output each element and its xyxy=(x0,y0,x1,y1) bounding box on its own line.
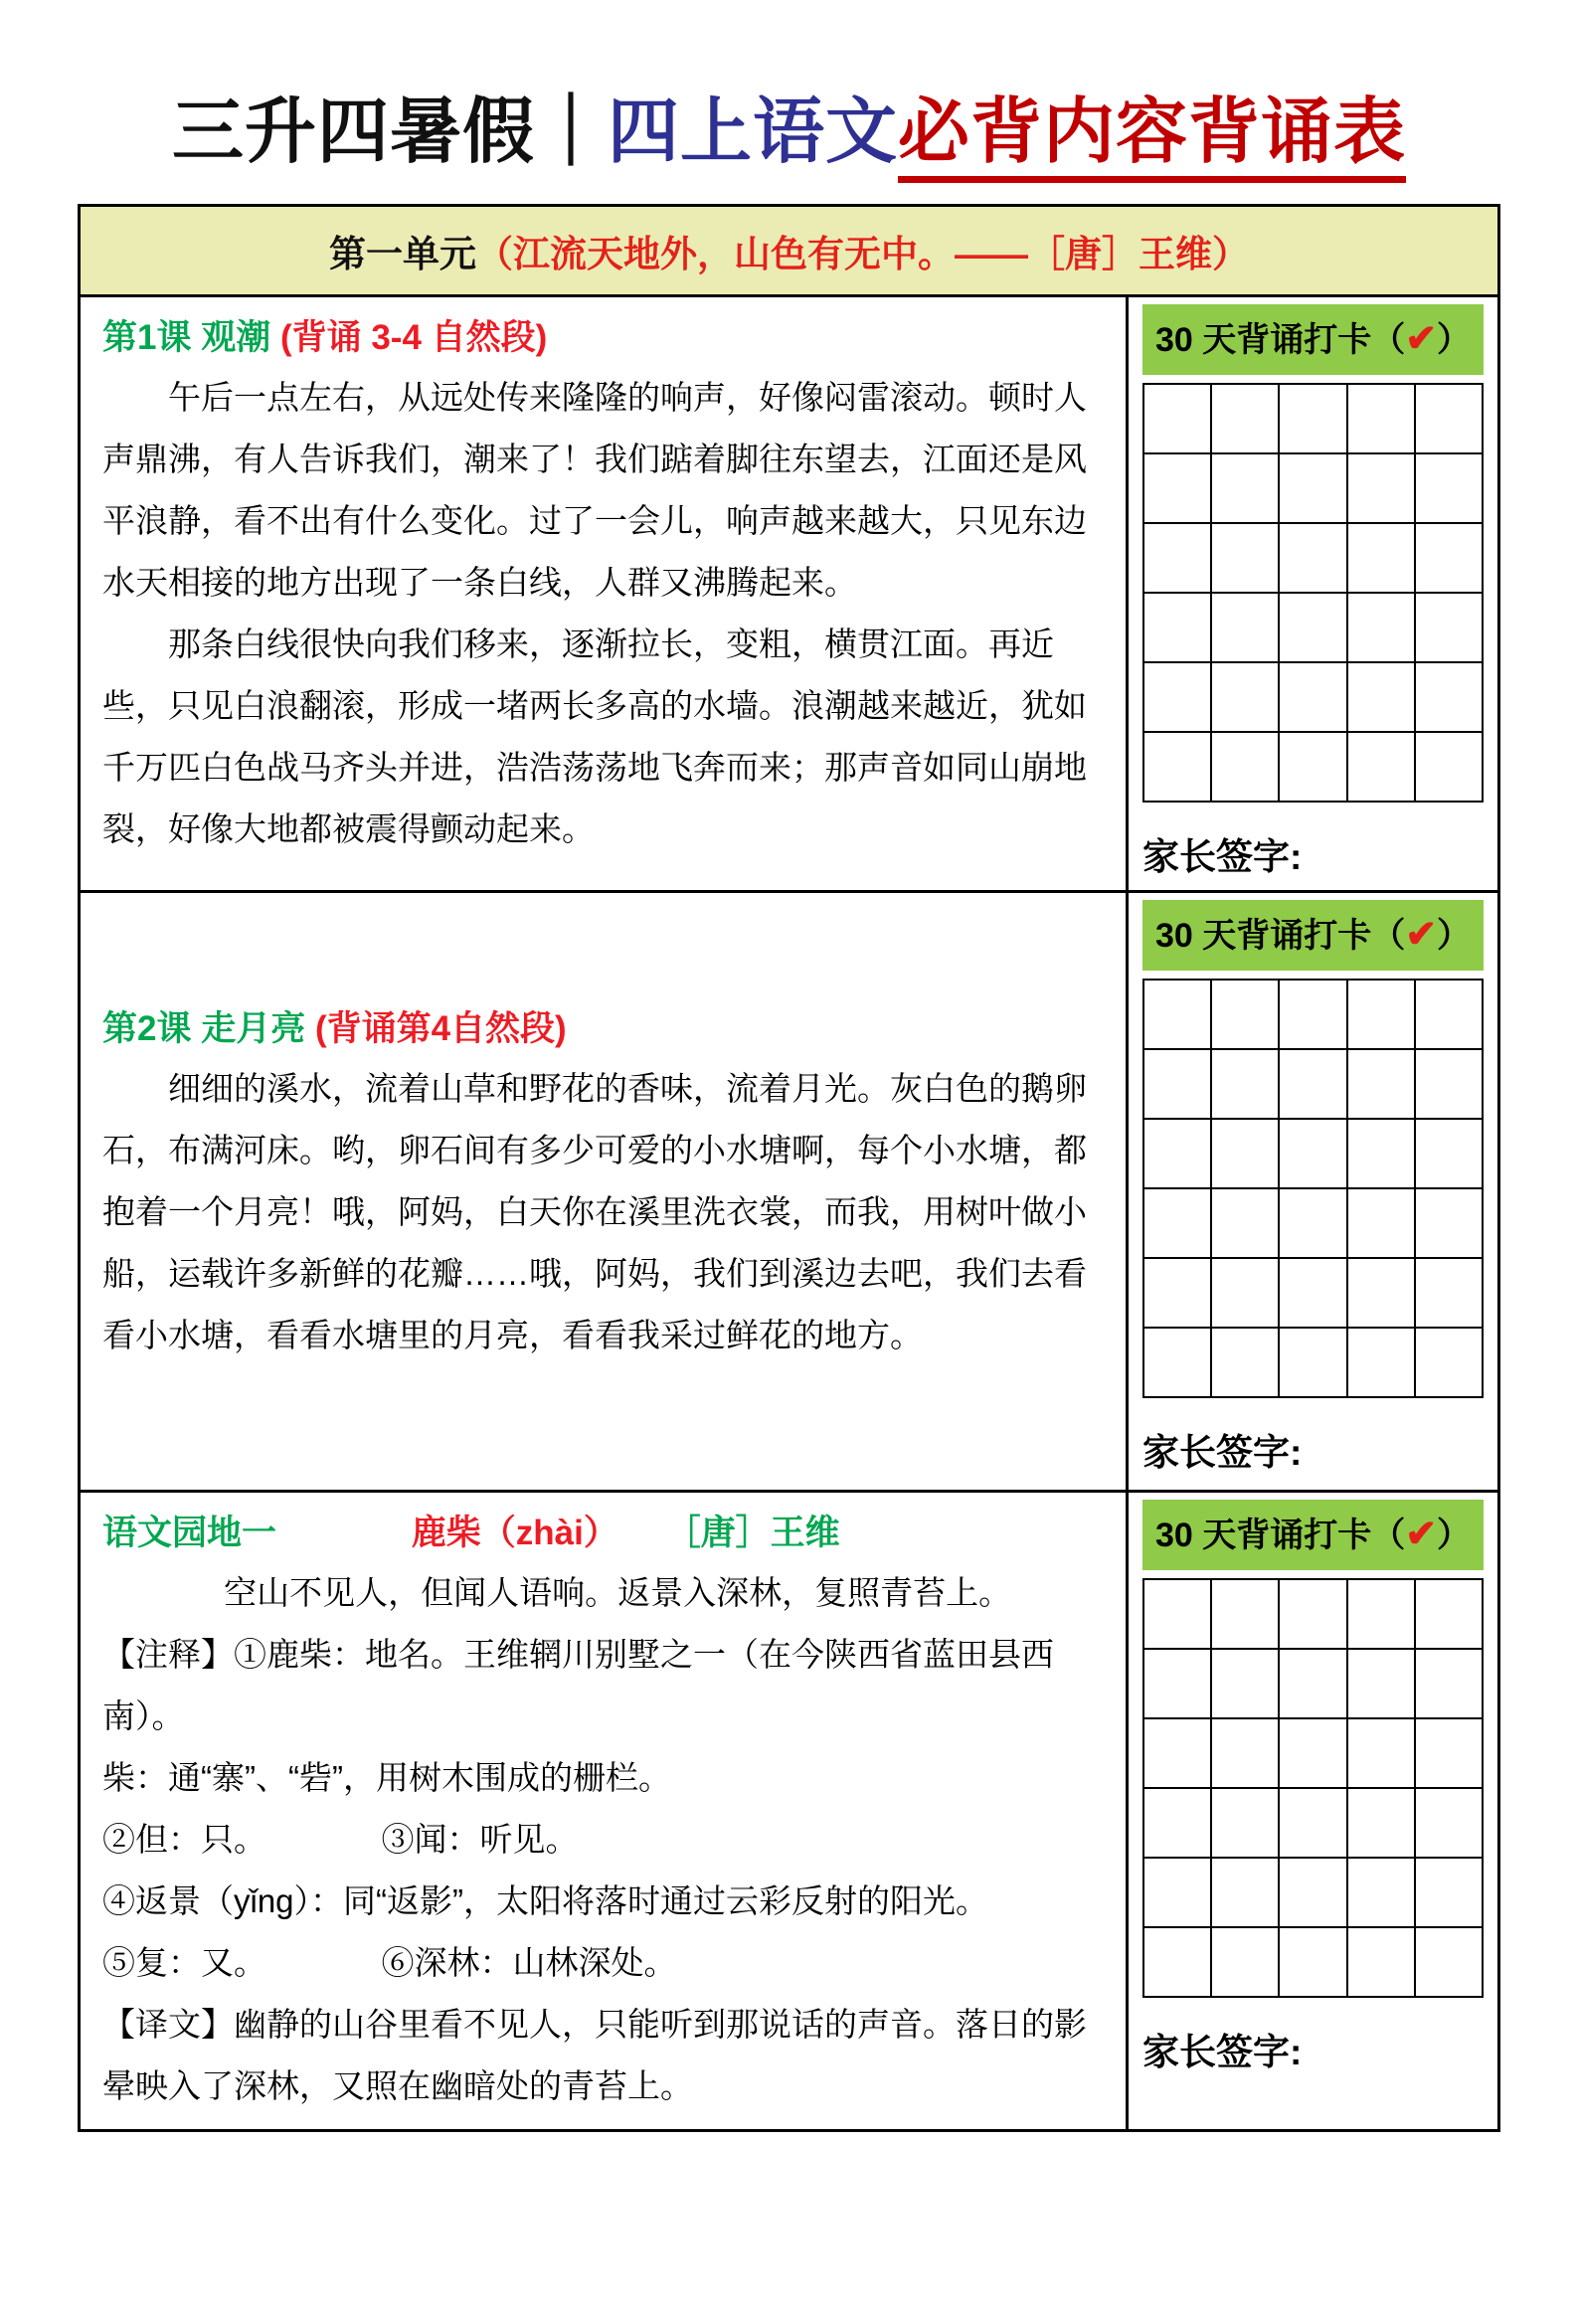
note-line: ⑤复：又。 ⑥深林：山林深处。 xyxy=(102,1943,677,1981)
checkin-header-text: 30 天背诵打卡（ xyxy=(1154,320,1406,359)
garden-1-content xyxy=(81,1493,1126,2129)
checkin-cell xyxy=(1280,1650,1347,1719)
checkin-header-text: 30 天背诵打卡（ xyxy=(1154,916,1406,955)
lesson-1-title-text: 第1课 观潮 xyxy=(102,317,271,357)
checkin-cell xyxy=(1144,1259,1212,1329)
checkin-cell xyxy=(1280,594,1347,663)
title-part-blue: 四上语文 xyxy=(607,92,898,172)
checkin-cell xyxy=(1348,981,1416,1050)
checkin-cell xyxy=(1144,454,1212,524)
checkin-header xyxy=(1142,304,1484,375)
checkin-cell xyxy=(1280,385,1347,454)
lesson-2-title xyxy=(102,1002,1106,1056)
checkin-cell xyxy=(1280,981,1347,1050)
parent-signature-label: 家长签字: xyxy=(1142,2032,1303,2073)
garden-1-title-text: 语文园地一 xyxy=(102,1513,277,1552)
unit-quote: （江流天地外，山色有无中。——［唐］王维） xyxy=(476,233,1249,274)
lesson-2-title-text: 第2课 走月亮 xyxy=(102,1008,306,1048)
checkin-cell xyxy=(1212,1120,1280,1189)
lesson-2-recite-range: (背诵第4自然段) xyxy=(314,1008,567,1048)
checkin-cell xyxy=(1280,1928,1347,1998)
checkin-panel xyxy=(1126,893,1497,1490)
checkin-cell xyxy=(1280,1580,1347,1650)
checkin-cell xyxy=(1416,981,1484,1050)
page-title xyxy=(20,91,1558,174)
checkin-grid xyxy=(1142,979,1484,1398)
checkin-cell xyxy=(1280,1189,1347,1259)
lesson-1-content xyxy=(81,297,1126,890)
checkin-cell xyxy=(1348,1120,1416,1189)
checkin-cell xyxy=(1280,1259,1347,1329)
paragraph: 午后一点左右，从远处传来隆隆的响声，好像闷雷滚动。顿时人声鼎沸，有人告诉我们，潮来了！我们踮着脚往东望去，江面还是风平浪静，看不出有什么变化。过了一会儿，响声越来越大，只见东边水天相接的地方出现了一条白线，人群又沸腾起来。 xyxy=(102,378,1087,601)
checkin-cell xyxy=(1348,1259,1416,1329)
checkin-cell xyxy=(1348,1789,1416,1859)
note-line: ②但：只。 ③闻：听见。 xyxy=(102,1820,579,1858)
checkin-cell xyxy=(1212,524,1280,594)
checkin-header xyxy=(1142,1500,1484,1570)
checkin-cell xyxy=(1416,1650,1484,1719)
checkin-cell xyxy=(1212,1259,1280,1329)
note-line: 【注释】①鹿柴：地名。王维辋川别墅之一（在今陕西省蓝田县西南）。 xyxy=(102,1635,1054,1734)
checkin-cell xyxy=(1348,1928,1416,1998)
checkin-cell xyxy=(1212,1329,1280,1398)
checkin-cell xyxy=(1416,524,1484,594)
recitation-table xyxy=(78,204,1500,2132)
translation-line: 【译文】幽静的山谷里看不见人，只能听到那说话的声音。落日的影晕映入了深林，又照在幽暗处的青苔上。 xyxy=(102,2005,1087,2104)
checkin-cell xyxy=(1348,1189,1416,1259)
checkin-cell xyxy=(1212,981,1280,1050)
checkin-cell xyxy=(1348,733,1416,803)
checkin-header-suffix: ） xyxy=(1437,320,1472,359)
check-icon: ✔ xyxy=(1405,317,1438,360)
checkin-cell xyxy=(1416,1580,1484,1650)
checkin-cell xyxy=(1144,1189,1212,1259)
checkin-cell xyxy=(1348,594,1416,663)
checkin-header-suffix: ） xyxy=(1437,916,1472,955)
checkin-cell xyxy=(1144,524,1212,594)
checkin-cell xyxy=(1348,385,1416,454)
checkin-cell xyxy=(1348,663,1416,733)
checkin-cell xyxy=(1348,1859,1416,1928)
checkin-cell xyxy=(1212,594,1280,663)
note-line: ④返景（yǐng）：同“返影”，太阳将落时通过云彩反射的阳光。 xyxy=(102,1881,989,1919)
checkin-cell xyxy=(1280,1719,1347,1789)
checkin-cell xyxy=(1212,1580,1280,1650)
checkin-grid xyxy=(1142,1578,1484,1998)
checkin-cell xyxy=(1144,1650,1212,1719)
checkin-cell xyxy=(1416,733,1484,803)
checkin-cell xyxy=(1144,1329,1212,1398)
garden-1-title xyxy=(102,1507,1106,1560)
checkin-cell xyxy=(1416,385,1484,454)
poem-text: 空山不见人，但闻人语响。返景入深林，复照青苔上。 xyxy=(224,1573,1012,1611)
checkin-cell xyxy=(1348,524,1416,594)
checkin-panel xyxy=(1126,1493,1497,2129)
checkin-cell xyxy=(1348,1329,1416,1398)
checkin-cell xyxy=(1416,1789,1484,1859)
checkin-cell xyxy=(1280,1050,1347,1120)
checkin-cell xyxy=(1280,1120,1347,1189)
paragraph: 那条白线很快向我们移来，逐渐拉长，变粗，横贯江面。再近些，只见白浪翻滚，形成一堵两长多高的水墙。浪潮越来越近，犹如千万匹白色战马齐头并进，浩浩荡荡地飞奔而来；那声音如同山崩地裂，好像大地都被震得颤动起来。 xyxy=(102,625,1087,847)
checkin-cell xyxy=(1144,733,1212,803)
checkin-cell xyxy=(1212,663,1280,733)
lesson-1-title xyxy=(102,311,1106,365)
checkin-cell xyxy=(1212,733,1280,803)
poem-title: 鹿柴（zhài） xyxy=(411,1513,618,1552)
checkin-cell xyxy=(1144,981,1212,1050)
checkin-cell xyxy=(1280,733,1347,803)
checkin-cell xyxy=(1348,1650,1416,1719)
checkin-cell xyxy=(1144,1928,1212,1998)
checkin-grid xyxy=(1142,383,1484,803)
checkin-cell xyxy=(1416,663,1484,733)
checkin-cell xyxy=(1212,1189,1280,1259)
checkin-cell xyxy=(1416,1120,1484,1189)
checkin-cell xyxy=(1348,1580,1416,1650)
checkin-header-suffix: ） xyxy=(1437,1516,1472,1554)
checkin-cell xyxy=(1144,1050,1212,1120)
unit-header xyxy=(81,207,1497,297)
check-icon: ✔ xyxy=(1405,1513,1438,1555)
checkin-cell xyxy=(1416,1859,1484,1928)
checkin-cell xyxy=(1280,663,1347,733)
checkin-cell xyxy=(1416,1719,1484,1789)
parent-signature-label: 家长签字: xyxy=(1142,836,1303,878)
checkin-cell xyxy=(1212,385,1280,454)
checkin-cell xyxy=(1212,1789,1280,1859)
checkin-cell xyxy=(1144,1120,1212,1189)
title-part-black: 三升四暑假｜ xyxy=(171,92,608,172)
paragraph: 细细的溪水，流着山草和野花的香味，流着月光。灰白色的鹅卵石，布满河床。哟，卵石间有多少可爱的小水塘啊，每个小水塘，都抱着一个月亮！哦，阿妈，白天你在溪里洗衣裳，而我，用树叶做小船，运载许多新鲜的花瓣……哦，阿妈，我们到溪边去吧，我们去看看小水塘，看看水塘里的月亮，看看我采过鲜花的地方。 xyxy=(102,1069,1087,1353)
checkin-cell xyxy=(1144,663,1212,733)
checkin-cell xyxy=(1144,385,1212,454)
checkin-header-text: 30 天背诵打卡（ xyxy=(1154,1516,1406,1554)
checkin-cell xyxy=(1348,454,1416,524)
checkin-cell xyxy=(1280,524,1347,594)
lesson-row-1 xyxy=(81,297,1497,893)
checkin-cell xyxy=(1212,454,1280,524)
checkin-cell xyxy=(1416,1928,1484,1998)
poem-author: ［唐］王维 xyxy=(665,1513,840,1552)
unit-name: 第一单元 xyxy=(329,233,476,274)
lesson-row-3 xyxy=(81,1493,1497,2129)
title-part-red-underlined: 必背内容背诵表 xyxy=(898,92,1406,183)
checkin-cell xyxy=(1144,1859,1212,1928)
lesson-2-content xyxy=(81,893,1126,1490)
checkin-cell xyxy=(1416,1050,1484,1120)
checkin-cell xyxy=(1416,1259,1484,1329)
note-line: 柴：通“寨”、“砦”，用树木围成的栅栏。 xyxy=(102,1758,671,1796)
checkin-cell xyxy=(1416,1189,1484,1259)
checkin-cell xyxy=(1212,1650,1280,1719)
checkin-cell xyxy=(1416,454,1484,524)
checkin-cell xyxy=(1416,594,1484,663)
checkin-cell xyxy=(1348,1050,1416,1120)
checkin-cell xyxy=(1348,1719,1416,1789)
checkin-cell xyxy=(1212,1719,1280,1789)
checkin-cell xyxy=(1212,1050,1280,1120)
check-icon: ✔ xyxy=(1405,913,1438,956)
checkin-panel xyxy=(1126,297,1497,890)
lesson-1-recite-range: (背诵 3-4 自然段) xyxy=(279,317,548,357)
checkin-cell xyxy=(1280,1329,1347,1398)
checkin-cell xyxy=(1144,1789,1212,1859)
checkin-cell xyxy=(1280,454,1347,524)
checkin-cell xyxy=(1144,1719,1212,1789)
checkin-cell xyxy=(1212,1928,1280,1998)
checkin-cell xyxy=(1144,1580,1212,1650)
checkin-header xyxy=(1142,900,1484,971)
worksheet-page xyxy=(0,91,1578,2132)
checkin-cell xyxy=(1144,594,1212,663)
checkin-cell xyxy=(1416,1329,1484,1398)
checkin-cell xyxy=(1212,1859,1280,1928)
checkin-cell xyxy=(1280,1789,1347,1859)
checkin-cell xyxy=(1280,1859,1347,1928)
parent-signature-label: 家长签字: xyxy=(1142,1432,1303,1474)
lesson-row-2 xyxy=(81,893,1497,1493)
